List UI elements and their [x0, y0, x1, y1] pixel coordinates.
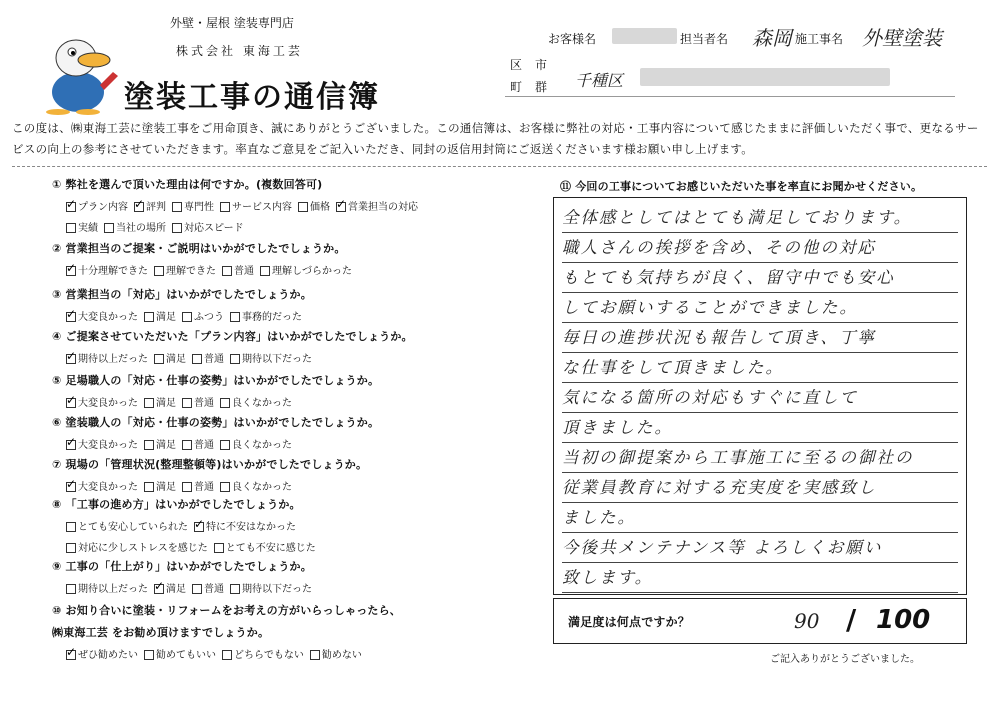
checkbox[interactable]	[144, 440, 154, 450]
checkbox-checked[interactable]	[66, 650, 76, 660]
checkbox[interactable]	[260, 266, 270, 276]
checkbox[interactable]	[66, 223, 76, 233]
option-label: サービス内容	[232, 202, 292, 213]
company-name: 株式会社 東海工芸	[176, 44, 303, 58]
option-label: 満足	[156, 482, 176, 493]
question-block-10	[52, 602, 401, 661]
thanks-text: ご記入ありがとうございました。	[770, 654, 920, 665]
option-label: 大変良かった	[78, 482, 138, 493]
checkbox-checked[interactable]	[154, 584, 164, 594]
option-label: とても安心していられた	[78, 522, 188, 533]
option-item[interactable]	[66, 584, 148, 595]
checkbox-checked[interactable]	[66, 398, 76, 408]
checkbox-checked[interactable]	[66, 202, 76, 212]
comment-line: 気になる箇所の対応もすぐに直して	[562, 384, 958, 413]
option-item[interactable]	[222, 266, 254, 277]
option-item[interactable]	[230, 584, 312, 595]
option-item[interactable]	[134, 202, 166, 213]
option-row	[66, 394, 379, 409]
option-item[interactable]	[66, 522, 188, 533]
option-label: 理解しづらかった	[272, 266, 352, 277]
company-tagline: 外壁・屋根 塗装専門店	[170, 16, 294, 30]
option-item[interactable]	[66, 482, 138, 493]
cho-label: 町	[510, 80, 523, 94]
checkbox[interactable]	[66, 584, 76, 594]
question-block-6	[52, 414, 379, 451]
option-item[interactable]	[182, 312, 224, 323]
option-item[interactable]	[310, 650, 362, 661]
option-label: どちらでもない	[234, 650, 304, 661]
option-label: 特に不安はなかった	[206, 522, 296, 533]
question-title: ⑧ 「工事の進め方」はいかがでしたでしょうか。	[52, 498, 301, 511]
comment-line: ました。	[562, 504, 958, 533]
checkbox[interactable]	[154, 266, 164, 276]
checkbox[interactable]	[220, 202, 230, 212]
comment-line: 毎日の進捗状況も報告して頂き、丁寧	[562, 324, 958, 353]
mascot-duck-image	[38, 30, 120, 115]
option-item[interactable]	[336, 202, 418, 213]
option-label: 良くなかった	[232, 482, 292, 493]
comment-line: 致します。	[562, 564, 958, 593]
option-item[interactable]	[66, 266, 148, 277]
checkbox[interactable]	[172, 202, 182, 212]
checkbox-checked[interactable]	[66, 266, 76, 276]
option-row	[66, 646, 401, 661]
comment-line: 従業員教育に対する充実度を実感致し	[562, 474, 958, 503]
option-label: 普通	[204, 584, 224, 595]
option-label: ぜひ勧めたい	[78, 650, 138, 661]
option-row	[66, 580, 318, 595]
score-box	[553, 598, 967, 644]
checkbox[interactable]	[222, 650, 232, 660]
option-label: 評判	[146, 202, 166, 213]
checkbox[interactable]	[104, 223, 114, 233]
option-label: 普通	[204, 354, 224, 365]
checkbox[interactable]	[182, 482, 192, 492]
checkbox[interactable]	[192, 354, 202, 364]
option-item[interactable]	[154, 266, 216, 277]
option-label: 勧めてもいい	[156, 650, 216, 661]
option-item[interactable]	[220, 440, 292, 451]
question-block-8	[52, 496, 322, 554]
question-block-7	[52, 456, 367, 493]
option-item[interactable]	[220, 202, 292, 213]
checkbox[interactable]	[298, 202, 308, 212]
question-block-2	[52, 240, 358, 277]
checkbox[interactable]	[230, 584, 240, 594]
checkbox[interactable]	[66, 543, 76, 553]
address-redacted	[640, 68, 890, 86]
option-label: 対応に少しストレスを感じた	[78, 543, 208, 554]
option-label: 満足	[156, 440, 176, 451]
option-item[interactable]	[192, 584, 224, 595]
checkbox-checked[interactable]	[66, 440, 76, 450]
option-item[interactable]	[230, 312, 302, 323]
option-row	[66, 436, 379, 451]
option-row	[66, 198, 424, 213]
option-row	[66, 539, 322, 554]
ku-label: 区	[510, 58, 523, 72]
question-title: ⑥ 塗装職人の「対応・仕事の姿勢」はいかがでしたでしょうか。	[52, 416, 380, 429]
option-row	[66, 350, 413, 365]
option-item[interactable]	[144, 440, 176, 451]
checkbox[interactable]	[172, 223, 182, 233]
question-title: ⑦ 現場の「管理状況(整理整頓等)はいかがでしたでしょうか。	[52, 458, 368, 471]
option-item[interactable]	[144, 482, 176, 493]
section-divider	[12, 166, 987, 167]
option-label: 十分理解できた	[78, 266, 148, 277]
checkbox[interactable]	[222, 266, 232, 276]
option-label: 価格	[310, 202, 330, 213]
score-label: 満足度は何点ですか？	[568, 615, 691, 629]
checkbox[interactable]	[144, 312, 154, 322]
work-name: 外壁塗装	[862, 26, 942, 50]
comment-line: 職人さんの挨拶を含め、その他の対応	[562, 234, 958, 263]
option-item[interactable]	[66, 650, 138, 661]
option-label: 大変良かった	[78, 440, 138, 451]
option-item[interactable]	[260, 266, 352, 277]
checkbox-checked[interactable]	[66, 354, 76, 364]
option-item[interactable]	[144, 312, 176, 323]
checkbox-checked[interactable]	[336, 202, 346, 212]
comment-line: してお願いすることができました。	[562, 294, 958, 323]
option-label: 普通	[234, 266, 254, 277]
option-label: とても不安に感じた	[225, 543, 316, 554]
question-title-line2: ㈱東海工芸 をお勧め頂けますでしょうか。	[52, 626, 270, 639]
option-item[interactable]	[66, 440, 138, 451]
option-row	[66, 518, 322, 533]
work-label: 施工事名	[795, 32, 844, 46]
option-row	[66, 308, 312, 323]
comment-box	[553, 197, 967, 595]
comment-line: 頂きました。	[562, 414, 958, 443]
checkbox[interactable]	[220, 440, 230, 450]
checkbox[interactable]	[230, 312, 240, 322]
checkbox-checked[interactable]	[66, 482, 76, 492]
option-row	[66, 478, 367, 493]
city-name: 千種区	[575, 71, 624, 90]
option-label: ふつう	[194, 312, 224, 323]
option-item[interactable]	[194, 522, 296, 533]
option-item[interactable]	[220, 398, 292, 409]
option-label: 大変良かった	[78, 398, 138, 409]
option-label: プラン内容	[78, 202, 128, 213]
document-title: 塗装工事の通信簿	[124, 80, 380, 115]
question-title: ③ 営業担当の「対応」はいかがでしたでしょうか。	[52, 288, 312, 301]
question-block-3	[52, 286, 312, 323]
question-title: ② 営業担当のご提案・ご説明はいかがでしたでしょうか。	[52, 242, 346, 255]
checkbox[interactable]	[182, 312, 192, 322]
option-label: 満足	[166, 354, 186, 365]
option-item[interactable]	[66, 543, 208, 554]
option-item[interactable]	[182, 482, 214, 493]
rep-name: 森岡	[752, 26, 792, 50]
option-label: 期待以下だった	[242, 584, 312, 595]
question-title: ⑤ 足場職人の「対応・仕事の姿勢」はいかがでしたでしょうか。	[52, 374, 380, 387]
customer-name-label: お客様名	[548, 32, 597, 46]
option-item[interactable]	[214, 543, 316, 554]
question-title: ① 弊社を選んで頂いた理由は何ですか。(複数回答可)	[52, 178, 323, 191]
question-block-5	[52, 372, 379, 409]
option-item[interactable]	[144, 650, 216, 661]
comment-line: 全体感としてはとても満足しております。	[562, 204, 958, 233]
checkbox[interactable]	[182, 398, 192, 408]
checkbox[interactable]	[230, 354, 240, 364]
question-title: ⑩ お知り合いに塗装・リフォームをお考えの方がいらっしゃったら、	[52, 604, 401, 617]
checkbox[interactable]	[144, 650, 154, 660]
option-item[interactable]	[66, 354, 148, 365]
checkbox[interactable]	[214, 543, 224, 553]
option-label: 営業担当の対応	[348, 202, 418, 213]
option-label: 良くなかった	[232, 440, 292, 451]
option-label: 事務的だった	[242, 312, 302, 323]
option-label: 普通	[194, 440, 214, 451]
checkbox[interactable]	[220, 398, 230, 408]
question-title: ④ ご提案させていただいた「プラン内容」はいかがでしたでしょうか。	[52, 330, 413, 343]
option-label: 満足	[166, 584, 186, 595]
option-label: 実績	[78, 223, 98, 234]
checkbox[interactable]	[66, 522, 76, 532]
comment-line: 今後共メンテナンス等 よろしくお願い	[562, 534, 958, 563]
option-item[interactable]	[220, 482, 292, 493]
option-label: 満足	[156, 398, 176, 409]
question-block-4	[52, 328, 413, 365]
comment-line: もとても気持ちが良く、留守中でも安心	[562, 264, 958, 293]
option-label: 期待以下だった	[242, 354, 312, 365]
option-label: 期待以上だった	[78, 354, 148, 365]
option-item[interactable]	[66, 223, 98, 234]
option-item[interactable]	[154, 354, 186, 365]
option-item[interactable]	[172, 223, 244, 234]
intro-text: この度は、㈱東海工芸に塗装工事をご用命頂き、誠にありがとうございました。この通信簿は、お客様に弊社の対応・工事内容について感じたままに評価しいただく事で、更なるサービスの向上の参考にさせていただきます。率直なご意見をご記入いただき、同封の返信用封筒にご返送くださいます様お願い申し上げます。	[12, 121, 979, 156]
shi-label: 市	[535, 58, 548, 72]
option-item[interactable]	[154, 584, 186, 595]
option-item[interactable]	[182, 440, 214, 451]
option-label: 普通	[194, 482, 214, 493]
option-item[interactable]	[172, 202, 214, 213]
option-label: 期待以上だった	[78, 584, 148, 595]
address-underline	[505, 96, 955, 97]
checkbox[interactable]	[192, 584, 202, 594]
gun-label: 群	[535, 80, 548, 94]
checkbox[interactable]	[144, 398, 154, 408]
q11-title: ⑪ 今回の工事についてお感じいただいた事を率直にお聞かせください。	[560, 180, 923, 193]
option-label: 専門性	[184, 202, 214, 213]
checkbox-checked[interactable]	[66, 312, 76, 322]
comment-line: な仕事をして頂きました。	[562, 354, 958, 383]
question-block-9	[52, 558, 318, 595]
option-label: 大変良かった	[78, 312, 138, 323]
option-item[interactable]	[104, 223, 166, 234]
option-row	[66, 219, 424, 234]
score-slash: /	[846, 603, 857, 636]
customer-name-redacted	[612, 28, 677, 44]
question-block-1	[52, 176, 424, 234]
rep-label: 担当者名	[680, 32, 729, 46]
option-item[interactable]	[66, 202, 128, 213]
score-value: 90	[794, 609, 820, 633]
option-item[interactable]	[144, 398, 176, 409]
checkbox[interactable]	[144, 482, 154, 492]
checkbox-checked[interactable]	[134, 202, 144, 212]
comment-line: 当初の御提案から工事施工に至るの御社の	[562, 444, 958, 473]
option-item[interactable]	[230, 354, 312, 365]
question-title: ⑨ 工事の「仕上がり」はいかがでしたでしょうか。	[52, 560, 312, 573]
option-item[interactable]	[192, 354, 224, 365]
score-max: 100	[876, 605, 931, 635]
option-label: 満足	[156, 312, 176, 323]
option-item[interactable]	[182, 398, 214, 409]
option-item[interactable]	[66, 398, 138, 409]
checkbox[interactable]	[182, 440, 192, 450]
option-label: 理解できた	[166, 266, 216, 277]
option-item[interactable]	[298, 202, 330, 213]
checkbox[interactable]	[310, 650, 320, 660]
option-label: 勧めない	[321, 650, 362, 661]
option-label: 対応スピード	[184, 223, 244, 234]
option-row	[66, 262, 358, 277]
option-item[interactable]	[66, 312, 138, 323]
option-label: 良くなかった	[232, 398, 292, 409]
checkbox[interactable]	[220, 482, 230, 492]
option-label: 普通	[194, 398, 214, 409]
checkbox[interactable]	[154, 354, 164, 364]
option-label: 当社の場所	[116, 223, 166, 234]
checkbox-checked[interactable]	[194, 522, 204, 532]
option-item[interactable]	[222, 650, 304, 661]
